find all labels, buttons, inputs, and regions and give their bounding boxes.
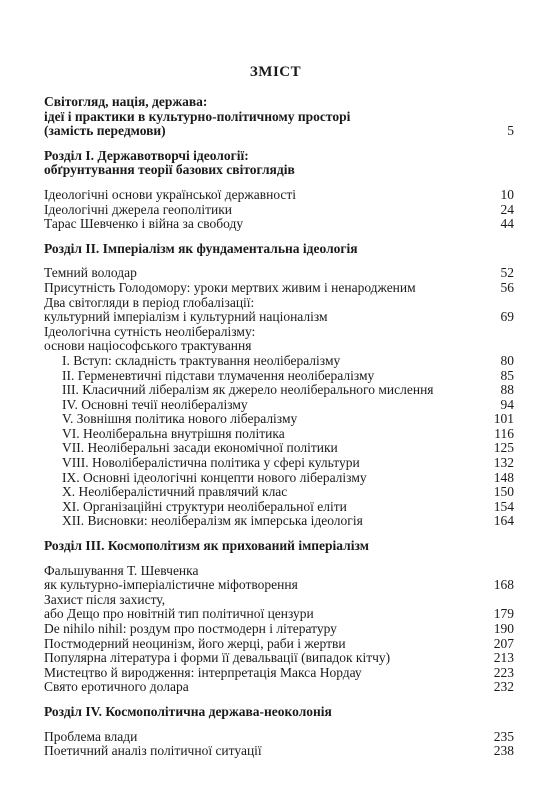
section-heading: Розділ III. Космополітизм як прихований імперіалізм [44, 538, 369, 554]
intro-line: ідеї і практики в культурно-політичному просторі [44, 108, 351, 124]
toc-entry: Ідеологічні основи української державності 10 [44, 186, 514, 202]
toc-entry: Проблема влади 235 [44, 728, 514, 744]
toc-subentry: I. Вступ: складність трактування неолібералізму 80 [62, 352, 514, 368]
toc-entry-line: Захист після захисту, [44, 591, 166, 607]
toc-subentry: VIII. Новолібералістична політика у сфері культури 132 [62, 455, 514, 471]
page-title: ЗМІСТ [249, 64, 302, 80]
toc-subentry: II. Герменевтичні підстави тлумачення неолібералізму 85 [62, 367, 514, 383]
toc-entry-line: основи націософського трактування [44, 338, 252, 354]
toc-entry-line: Фальшування Т. Шевченка [44, 562, 199, 578]
section-heading: Розділ I. Державотворчі ідеології: [44, 147, 249, 163]
toc-entry: Поетичний аналіз політичної ситуації 238 [44, 743, 514, 759]
toc-entry: Ідеологічні джерела геополітики 24 [44, 201, 514, 217]
toc-subentry: IX. Основні ідеологічні концепти нового лібералізму 148 [62, 469, 514, 485]
toc-subentry: X. Неолібералістичний правлячий клас 150 [62, 484, 514, 500]
toc-subentry: XII. Висновки: неолібералізм як імперська ідеологія 164 [62, 513, 514, 529]
table-of-contents [44, 95, 514, 759]
toc-subentry: IV. Основні течії неолібералізму 94 [62, 396, 514, 412]
toc-entry-line: Ідеологічна сутність неолібералізму: [44, 323, 256, 339]
toc-entry: Постмодерний неоцинізм, його жерці, раби і жертви 207 [44, 635, 514, 651]
intro-line: Світогляд, нація, держава: [44, 94, 208, 109]
toc-subentry: VI. Неоліберальна внутрішня політика 116 [62, 425, 514, 441]
page-number: 5 [507, 123, 514, 139]
toc-entry-line: Два світогляди в період глобалізації: [44, 294, 255, 310]
toc-entry: Темний володар 52 [44, 265, 514, 281]
toc-subentry: V. Зовнішня політика нового лібералізму 101 [62, 411, 514, 427]
toc-entry: культурний імперіалізм і культурний націоналізм 69 [44, 309, 514, 325]
toc-entry: De nihilo nihil: роздум про постмодерн і літературу 190 [44, 621, 514, 636]
toc-subentry: XI. Організаційні структури неоліберальної еліти 154 [62, 498, 514, 514]
toc-intro [44, 95, 514, 139]
toc-entry: Популярна література і форми її девальвації (випадок кітчу) 213 [44, 650, 514, 666]
toc-entry: Мистецтво й виродження: інтерпретація Макса Нордау 223 [44, 664, 514, 680]
toc-entry: або Дещо про новітній тип політичної цензури 179 [44, 606, 514, 622]
section-heading: обґрунтування теорії базових світоглядів [44, 162, 295, 178]
toc-entry: Свято еротичного долара 232 [44, 679, 514, 695]
toc-entry: Тарас Шевченко і війна за свободу 44 [44, 216, 514, 232]
toc-entry: Присутність Голодомору: уроки мертвих живим і ненародженим 56 [44, 279, 514, 295]
section-heading: Розділ II. Імперіалізм як фундаментальна ідеологія [44, 240, 358, 256]
toc-subentry: III. Класичний лібералізм як джерело неоліберального мислення 88 [62, 382, 514, 398]
section-heading: Розділ IV. Космополітична держава-неоколонія [44, 703, 332, 719]
toc-entry: як культурно-імперіалістичне міфотворення 168 [44, 577, 514, 593]
toc-subentry: VII. Неоліберальні засади економічної політики 125 [62, 440, 514, 456]
intro-line: (замість передмови) [44, 123, 166, 139]
